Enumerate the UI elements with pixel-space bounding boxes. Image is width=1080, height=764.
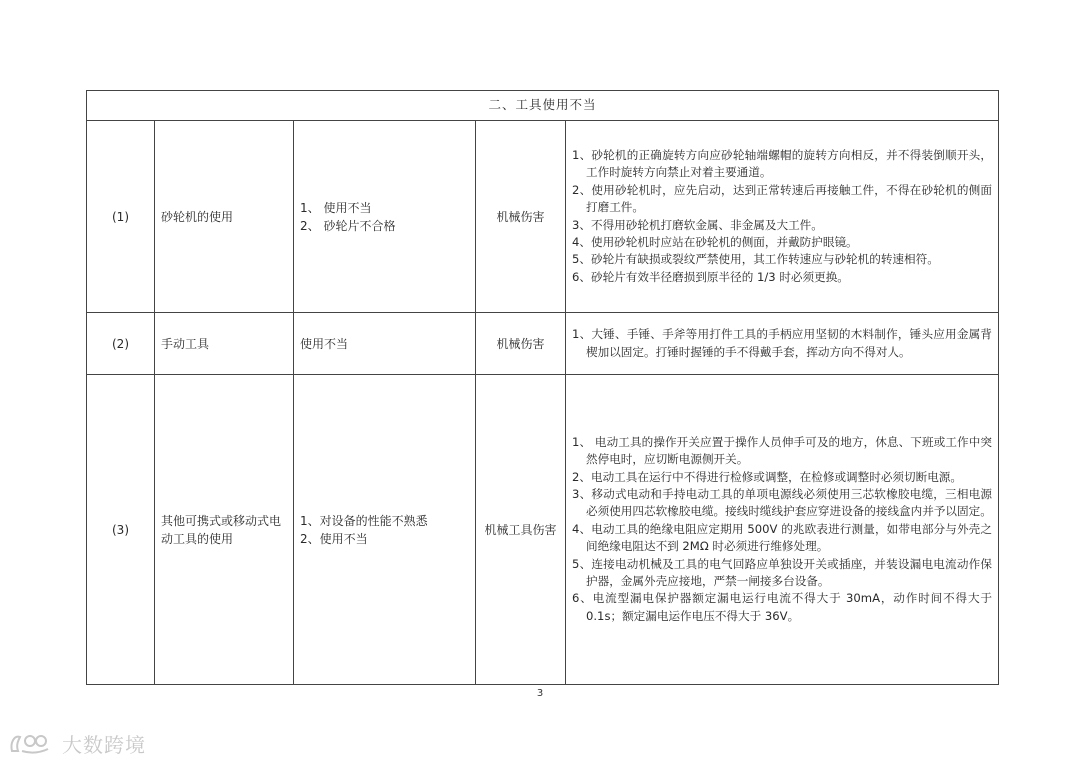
measure-item: 5、砂轮片有缺损或裂纹严禁使用，其工作转速应与砂轮机的转速相符。 bbox=[572, 252, 939, 267]
measure-item: 2、使用砂轮机时，应先启动，达到正常转速后再接触工件，不得在砂轮机的侧面打磨工件。 bbox=[572, 182, 992, 215]
measure-item: 3、不得用砂轮机打磨软金属、非金属及大工件。 bbox=[572, 217, 823, 232]
cause-item: 使用不当 bbox=[300, 336, 349, 351]
watermark-logo-icon bbox=[8, 731, 56, 755]
measure-item: 4、使用砂轮机时应站在砂轮机的侧面，并戴防护眼镜。 bbox=[572, 234, 858, 249]
control-measures bbox=[566, 121, 999, 313]
cause-item: 2、使用不当 bbox=[300, 531, 368, 546]
section-header-row bbox=[87, 91, 999, 121]
measure-item: 1、 电动工具的操作开关应置于操作人员伸手可及的地方，休息、下班或工作中突然停电时，应切断电源侧开关。 bbox=[572, 434, 992, 467]
cause-cell bbox=[294, 313, 476, 375]
measure-item: 3、移动式电动和手持电动工具的单项电源线必须使用三芯软橡胶电缆，三相电源必须使用四芯软橡胶电缆。接线时缆线护套应穿进设备的接线盒内并予以固定。 bbox=[572, 487, 992, 519]
cause-item: 2、 砂轮片不合格 bbox=[300, 218, 396, 233]
row-number: (2) bbox=[87, 313, 155, 375]
section-title: 二、工具使用不当 bbox=[87, 91, 999, 121]
measure-item: 6、砂轮片有效半径磨损到原半径的 1/3 时必须更换。 bbox=[572, 269, 849, 284]
hazard-source: 其他可携式或移动式电动工具的使用 bbox=[155, 375, 294, 685]
row-number: (1) bbox=[87, 121, 155, 313]
hazard-type: 机械工具伤害 bbox=[476, 375, 566, 685]
hazard-type: 机械伤害 bbox=[476, 313, 566, 375]
cause-item: 1、对设备的性能不熟悉 bbox=[300, 513, 428, 528]
cause-item: 1、 使用不当 bbox=[300, 200, 372, 215]
table-row bbox=[87, 313, 999, 375]
safety-table bbox=[86, 90, 999, 685]
control-measures bbox=[566, 375, 999, 685]
hazard-source: 砂轮机的使用 bbox=[155, 121, 294, 313]
row-number: (3) bbox=[87, 375, 155, 685]
measure-item: 4、电动工具的绝缘电阻应定期用 500V 的兆欧表进行测量，如带电部分与外壳之间绝缘电阻达不到 2MΩ 时必须进行维修处理。 bbox=[572, 521, 992, 554]
measure-item: 5、连接电动机械及工具的电气回路应单独设开关或插座，并装设漏电电流动作保护器，金属外壳应接地，严禁一闸接多台设备。 bbox=[572, 556, 992, 588]
control-measures bbox=[566, 313, 999, 375]
watermark bbox=[8, 728, 146, 758]
page-number: 3 bbox=[536, 688, 544, 699]
measure-item: 1、大锤、手锤、手斧等用打件工具的手柄应用坚韧的木料制作，锤头应用金属背楔加以固定。打锤时握锤的手不得戴手套，挥动方向不得对人。 bbox=[572, 327, 992, 359]
measure-item: 6、电流型漏电保护器额定漏电运行电流不得大于 30mA，动作时间不得大于 0.1s；额定漏电运作电压不得大于 36V。 bbox=[572, 591, 992, 623]
measure-item: 2、电动工具在运行中不得进行检修或调整，在检修或调整时必须切断电源。 bbox=[572, 469, 962, 484]
cause-cell bbox=[294, 121, 476, 313]
watermark-text: 大数跨境 bbox=[62, 732, 146, 757]
hazard-type: 机械伤害 bbox=[476, 121, 566, 313]
cause-cell bbox=[294, 375, 476, 685]
measure-item: 1、砂轮机的正确旋转方向应砂轮轴端螺帽的旋转方向相反，并不得装倒顺开头，工作时旋转方向禁止对着主要通道。 bbox=[572, 147, 992, 180]
table-row bbox=[87, 375, 999, 685]
hazard-source: 手动工具 bbox=[155, 313, 294, 375]
table-row bbox=[87, 121, 999, 313]
